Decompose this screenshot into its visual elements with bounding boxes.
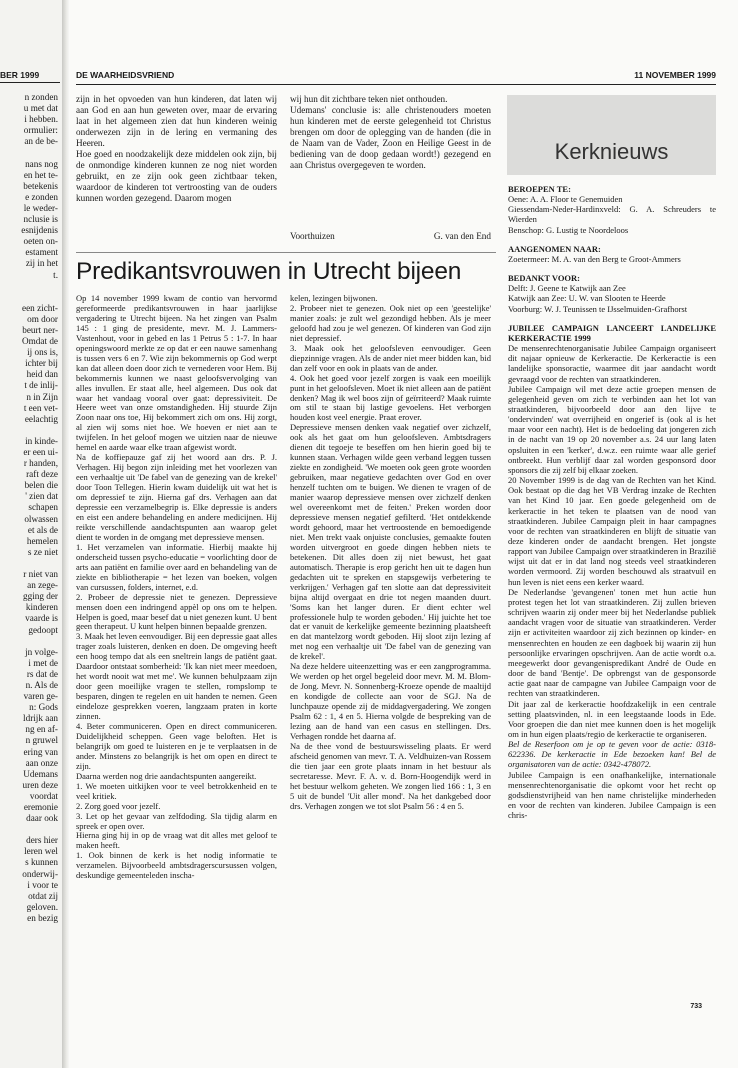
previous-page-line: n: Gods (29, 702, 58, 713)
paragraph: Jubilee Campaign is een onafhankelijke, internationale mensenrechtenorganisatie die opkomt voor het recht op godsdienstvrijheid van hen name christelijke minderheden en voor de rechten van kinderen. Jubilee Campaign is een chris- (508, 769, 716, 821)
article-paragraph: 2. Probeer niet te genezen. Ook niet op een 'geestelijke' manier zoals: je zult wel gezondigd hebben. Als je meer geloofd had zou je wel genezen. Of kinderen van God zijn niet depressief. (290, 302, 491, 343)
article-paragraph: Op 14 november 1999 kwam de contio van hervormd gereformeerde predikantsvrouwen in haar jaarlijkse vergadering te Utrecht bijeen. Na het zingen van Psalm 145 : 1 ging de presidente, mevr. M. J. Lammers-Vastenhout, voor in gebed en las 1 Petrus 5 : 1-7. In haar openingswoord merkte ze op dat er een nauwe samenhang is tussen vers 6 en 7. Wie zijn bekommernis op God werpt kan dat alleen doen door zich te vernederen voor Hem. Bij bekommernis kunnen we naast geloofsvervolging van alles invullen. Er staat alle, heel algemeen. Dus ook dat waar het vandaag vooral over gaat: depressiviteit. De Heere weet van onze omstandigheden. Hij stuurde Zijn Zoon naar ons toe, Hij bekommert zich om ons. Hij zorgt, al zien wij soms niet hoe. We hoeven er niet aan te twijfelen. In het geloof mogen we uitzien naar de nieuwe hemel en aarde waar elke traan afgewist wordt. (76, 293, 277, 453)
previous-page-line: zij in het (25, 258, 58, 269)
previous-page-line: le weder- (23, 202, 58, 213)
article-paragraph: 2. Probeer de depressie niet te genezen. Depressieve mensen doen een indringend appèl op ons om te helpen. Helpen is goed, maar besef dat u niet genezen kunt. U bent geen therapeut. U kunt helpen binnen bepaalde grenzen. (76, 591, 277, 632)
previous-page-line: beurt ner- (22, 324, 58, 335)
previous-page-line: leren wel (24, 846, 58, 857)
previous-page-line: om door (27, 313, 58, 324)
previous-page-line: hemelen (26, 535, 58, 546)
previous-page-line: nclusie is (23, 214, 58, 225)
previous-page-line: jn volge- (25, 646, 58, 657)
article-title: Predikantsvrouwen in Utrecht bijeen (76, 258, 462, 285)
previous-page-line: estament (25, 247, 58, 258)
paragraph: De Nederlandse 'gevangenen' tonen met hun actie hun protest tegen het lot van straatkinderen. Zij zullen brieven schrijven waarin zij onder meer bij het Nederlandse publiek aandacht vragen voor de situatie van straatkinderen. Verder zijn er activiteiten waardoor zij zich bezinnen op kinder- en mensenrechten en houden ze een dagboek bij waarin zij hun persoonlijke ervaringen opschrijven. Aan de actie wordt o.a. meegewerkt door gevangenispredikant André de Oude en door de band 'Bentje'. De opbrengst van de gesponsorde actie gaat naar de campagne van Jubilee Campaign voor de rechten van straatkinderen. (508, 586, 716, 699)
article-paragraph: Depressieve mensen denken vaak negatief over zichzelf, ook als het gaat om hun geloofsleven. Ambtsdragers dienen dit tegoeje te beseffen om hen hierin goed bij te kunnen staan. Verhagen wilde geen verband leggen tussen ziekte en zondigheid. 'We moeten ook geen grote woorden gebruiken, maar negatieve gedachten over God en over henzelf tuchten om te buigen. We dienen te vragen of de manier waarop depressieve mensen over zichzelf denken wel overeenkomt met de feiten.' Preken worden door depressieve mensen negatief gefilterd. 'Het ontdekkende wordt gehoord, maar het vertroostende en bemoedigende niet. Men trekt vaak onjuiste conclusies, gemaakte fouten worden uitvergroot en goede dingen hebben niets te betekenen. Dit alles doen zij niet bewust, het gaat automatisch. Therapie is erop gericht hen uit te dagen hun gedachten uit te spreken en stapsgewijs verbetering te verkrijgen.' Verhagen gaf ten slotte aan dat depressiviteit bijna altijd overgaat en drie tot negen maanden duurt. 'Soms kan het langer duren. Er dient echter wel professionele hulp te worden geboden.' Hij juichte het toe dat er vanuit de kerkelijke gemeente bezinning plaatsheeft en dat mantelzorg wordt geboden. Hij sloot zijn lezing af met nog een verhaaltje uit 'De fabel van de genezing van de krekel'. (290, 422, 491, 662)
signature-author: G. van den End (433, 231, 491, 241)
previous-page-text (0, 92, 58, 924)
previous-page-line (0, 824, 58, 835)
article-paragraph: Na deze heldere uiteenzetting was er een zangprogramma. We werden op het orgel begeleid door mevr. M. M. Blom-de Jong. Mevr. N. Sonnenberg-Kroeze opende de maaltijd en kondigde de collecte aan voor de SGJ. Na de lunchpauze opende zij de middagvergadering. We zongen Psalm 62 : 1, 4 en 5. Hierna volgde de bespreking van de lezing aan de hand van een casus en stellingen. Drs. Verhagen rondde het daarna af. (290, 661, 491, 741)
previous-page-line: varen ge- (23, 691, 58, 702)
article-paragraph: 3. Maak ook het geloofsleven eenvoudiger. Geen diepzinnige vragen. Als de ander niet meer bidden kan, bid dan zelf voor en ook in plaats van de ander. (290, 342, 491, 373)
signature-place: Voorthuizen (290, 231, 335, 241)
previous-page-line: ij ons is, (27, 347, 58, 358)
paragraph: 20 November 1999 is de dag van de Rechten van het Kind. Ook bestaat op die dag het VB Verdrag inzake de Rechten van het Kind 10 jaar. Een goede gelegenheid om de kerkeractie in het teken te plaatsen van de nood van straatkinderen. Jubilee Campaign pleit in haar campagnes voor de rechten van straatkinderen en blijft de situatie van deze kinderen onder de aandacht brengen. Het jongste rapport van Jubilee Campaign over straatkinderen in Brazilië wijst uit dat er in dat land nog steeds veel straatkinderen worden vermoord. Zij worden beschouwd als straatvuil en hun leven is niet eens een kerker waard. (508, 475, 716, 587)
previous-page-line: u met dat (23, 103, 58, 114)
previous-page-line: en het te- (23, 169, 58, 180)
previous-page-line: r niet van (23, 569, 58, 580)
previous-page-line: vaarde is (25, 613, 58, 624)
publication-name: DE WAARHEIDSVRIEND (76, 70, 175, 80)
list-item: Delft: J. Geene te Katwijk aan Zee (508, 283, 626, 294)
previous-page-line (0, 425, 58, 436)
list-item: Giessendam-Neder-Hardinxveld: G. A. Schreuders te Wierden (508, 204, 716, 225)
previous-page-line: oeten on- (23, 236, 58, 247)
previous-page-line: er een ui- (23, 447, 58, 457)
previous-page-line: an zege- (27, 580, 58, 591)
previous-page-line: n zonden (24, 92, 58, 102)
list-item: Benschop: G. Lustig te Noordeloos (508, 224, 629, 235)
previous-page-line: gging der (23, 591, 58, 602)
previous-page-line: kinderen (25, 602, 58, 613)
article-paragraph: Na de koffiepauze gaf zij het woord aan drs. P. J. Verhagen. Hij begon zijn inleiding met het voorlezen van een verhaaltje uit 'De fabel van de genezing van de krekel' door Toon Tellegen. Hierin kwam duidelijk uit wat het is om depressief te zijn. Hierna gaf drs. Verhagen aan dat depressie een verzamelbegrip is. Elke depressie is anders en eist een andere behandeling en andere medicijnen. Hij reikte verschillende aandachtspunten aan waarop gelet dient te worden in de omgang met depressieve mensen. (76, 452, 277, 542)
article-paragraph: 1. Ook binnen de kerk is het nodig informatie te verzamelen. Bijvoorbeeld ambtsdragerscursussen volgen, deskundige gemeenteleden inscha- (76, 850, 277, 881)
previous-page-line (0, 558, 58, 569)
previous-page-line: ldrijk aan (23, 713, 58, 724)
previous-page-line: gedoopt (28, 624, 58, 635)
publication-date: 11 NOVEMBER 1999 (634, 70, 716, 80)
previous-page-line: in kinde- (25, 435, 58, 446)
previous-page-line: ' zien dat (25, 491, 58, 502)
previous-page-line: voordat (29, 790, 58, 801)
previous-page-line: r handen, (23, 458, 58, 469)
paragraph: zijn in het opvoeden van hun kinderen, dat laten wij aan God en aan hun geweten over, maar de ervaring laat in het algemeen zien dat hun kinderen weinig onderwezen zijn in de lering en vermaning des Heeren. (76, 94, 277, 148)
previous-page-header-text: BER 1999 (0, 70, 40, 80)
previous-page-line: n gruwel (25, 735, 58, 746)
article-paragraph: 3. Let op het gevaar van zelfdoding. Sla tijdig alarm en spreek er open over. (76, 810, 277, 831)
article-paragraph: Hierna ging hij in op de vraag wat dit alles met geloof te maken heeft. (76, 830, 277, 851)
kerknieuws-title: Kerknieuws (554, 139, 669, 164)
previous-page-line: aan onze (25, 757, 58, 768)
previous-page-line: i voor te (27, 879, 58, 890)
previous-page-line (0, 147, 58, 158)
previous-page-line: n. Als de (25, 679, 58, 690)
previous-page-line: rs dat de (26, 668, 58, 679)
beroepen-heading: BEROEPEN TE: (508, 184, 571, 194)
previous-article-column-1 (76, 94, 277, 204)
paragraph: De mensenrechtenorganisatie Jubilee Campaign organiseert dit najaar opnieuw de Kerkeractie. De Kerkeractie is een landelijke sponsoractie, waarmee dit jaar aandacht wordt gevraagd voor de rechten van straatkinderen. (508, 343, 716, 384)
page-header (76, 70, 716, 85)
previous-page-line: n in Zijn (26, 391, 58, 402)
paragraph: Udemans' conclusie is: alle christenouders moeten hun kinderen met de eerste gelegenheid tot Christus brengen om door de oplegging van de handen (die in de Naam van de Vader, Zoon en Heilige Geest in de bediening van de doop gedaan wordt!) gezegend en aan Christus overgegeven te worden. (290, 104, 491, 170)
article-column-1 (76, 294, 277, 881)
article-paragraph: 1. Het verzamelen van informatie. Hierbij maakte hij onderscheid tussen psycho-educatie = voorlichting door de arts aan patiënt en familie over aard en behandeling van de ziekte en bibliotherapie = het lezen van boeken, volgen van cursussen, folders, internet, e.d. (76, 541, 277, 592)
kerknieuws-banner (507, 95, 716, 175)
previous-page-line: eremonie (23, 802, 58, 812)
previous-page-line (0, 636, 58, 647)
previous-page-line: daar ook (26, 813, 58, 824)
previous-page-line: nans nog (25, 158, 58, 169)
previous-page-line: t een vet- (23, 402, 58, 413)
paragraph: Jubilee Campaign wil met deze actie groepen mensen de gelegenheid geven om zich te verbinden aan het lot van straatkinderen, bijvoorbeeld door aan den lijve te 'ondervinden' wat overrijheid en ongerief is (ook al is het maar voor een nacht). Het is de bedoeling dat jongeren zich in de nacht van 19 op 20 november a.s. 24 uur lang laten opsluiten in een 'kerker', d.w.z. een ruimte waar alle gerief ontbreekt. Hun verblijf daar zal worden gesponsord door sponsors die zij zelf bij elkaar zoeken. (508, 383, 716, 475)
previous-page-line: e zonden (25, 191, 58, 202)
previous-page-line: eelachtig (24, 413, 58, 424)
previous-page-line: i met de (28, 657, 58, 668)
list-item: Katwijk aan Zee: U. W. van Slooten te Heerde (508, 293, 666, 304)
previous-page-line: esnijdenis (21, 225, 58, 236)
article-paragraph: 4. Ook het goed voor jezelf zorgen is vaak een moeilijk punt in het geloofsleven. Moet ik niet alleen aan de patiënt denken? Mag ik wel boos zijn of geïrriteerd? Maak ruimte om stil te staan bij lastige gevoelens. Het verborgen houden kost veel energie. Praat erover. (290, 372, 491, 423)
previous-page-line: an de be- (24, 136, 58, 147)
previous-page-line: s ze niet (27, 546, 58, 557)
paragraph: Hoe goed en noodzakelijk deze middelen ook zijn, bij de onmondige kinderen kunnen ze nog niet worden gebruikt, en ze zijn ook geen zichtbaar teken, waardoor de kinderen tot vertroosting van de ouders kunnen worden gezegend. Daarom mogen (76, 148, 277, 203)
kerknieuws-column (508, 184, 716, 820)
bedankt-heading: BEDANKT VOOR: (508, 273, 581, 284)
article-divider (76, 252, 496, 253)
article-paragraph: 4. Beter communiceren. Open en direct communiceren. Duidelijkheid scheppen. Geen vage beloften. Het is belangrijk om goed te luisteren en je te verplaatsen in de ander. Minstens zo belangrijk is het om open en direct te zijn. (76, 720, 277, 771)
previous-page-line: ering van (23, 746, 58, 757)
previous-page-line: betekenis (23, 180, 58, 191)
previous-page-line: heid dan (26, 369, 58, 380)
previous-page-line: ng en af- (25, 724, 58, 735)
previous-page-line: een zicht- (22, 302, 58, 313)
previous-page-line: t. (53, 269, 58, 280)
article-paragraph: Daarna werden nog drie aandachtspunten aangereikt. (76, 770, 257, 781)
previous-page-line: en bezig (27, 912, 58, 923)
article-paragraph: kelen, lezingen bijwonen. (290, 293, 378, 303)
article-paragraph: 2. Zorg goed voor jezelf. (76, 800, 161, 811)
article-signature (290, 231, 491, 241)
article-paragraph: 1. We moeten uitkijken voor te veel betrokkenheid en te veel kritiek. (76, 780, 277, 801)
page-number: 733 (690, 1003, 702, 1010)
previous-page-header (0, 70, 60, 83)
previous-page-line: ders hier (26, 835, 58, 846)
previous-page-line: belen die (24, 480, 58, 491)
previous-page-line: s kunnen (25, 857, 58, 868)
previous-page-line: Udemans (23, 768, 58, 779)
previous-page-line: schapen (28, 502, 58, 513)
list-item: Zoetermeer: M. A. van den Berg te Groot-Ammers (508, 253, 681, 264)
previous-page-line: otdat zij (28, 890, 58, 901)
list-item: Oene: A. A. Floor te Genemuiden (508, 194, 623, 205)
previous-page-line: t de inlij- (24, 380, 58, 391)
jubilee-heading: JUBILEE CAMPAIGN LANCEERT LANDELIJKE KERKERACTIE 1999 (508, 322, 716, 343)
aangenomen-heading: AANGENOMEN NAAR: (508, 243, 601, 254)
previous-page-line (0, 281, 58, 292)
previous-page-line: i hebben. (24, 114, 58, 125)
paragraph: Dit jaar zal de kerkeractie hoofdzakelijk in een centrale setting plaatsvinden, nl. in een leegstaande loods in Ede. Voor groepen die dan niet mee kunnen doen is het mogelijk om in hun eigen plaats/regio de kerkeractie te organiseren. (508, 698, 716, 739)
previous-page-line: olwassen (24, 513, 58, 524)
article-paragraph: 3. Maak het leven eenvoudiger. Bij een depressie gaat alles trager zoals luisteren, denken en doen. De omgeving heeft een hoog tempo dat als een sneltrein langs de patiënt gaat. Daardoor ontstaat somberheid: 'Ik kan niet meer meedoen, het wordt nooit wat met me'. We kunnen behulpzaam zijn door geen moeilijke vragen te stellen, rompslomp te besparen, dingen te regelen en uit handen te nemen. Geen eindeloze gesprekken voeren, langzaam praten in korte zinnen. (76, 631, 277, 722)
newspaper-page (76, 0, 724, 1068)
previous-page-line: Omdat de (22, 336, 58, 347)
previous-page-line: geloven. (26, 901, 58, 912)
previous-page-line: onderwij- (22, 868, 58, 879)
previous-page-line (0, 292, 58, 303)
previous-article-column-2 (290, 94, 491, 171)
previous-page-line: ormulier: (23, 125, 58, 136)
paragraph: Bel de Reserfoon om je op te geven voor de actie: 0318-622336. De kerkeractie in Ede bezoeken kan! Bel de organisatoren van de actie: 0342-478072. (508, 739, 716, 770)
previous-page-line: et als de (27, 524, 58, 535)
list-item: Voorburg: W. J. Teunissen te IJsselmuiden-Grafhorst (508, 303, 688, 314)
previous-page-edge (0, 0, 62, 1068)
previous-page-line: raft deze (26, 469, 58, 480)
article-paragraph: Na de thee vond de bestuurswisseling plaats. Er werd afscheid genomen van mevr. T. A. Veldhuizen-van Rossem die tien jaar een grote plaats innam in het bestuur als secretaresse. Mevr. F. A. v. d. Born-Hoogendijk werd in het bestuur welkom geheten. We zongen lied 166 : 1, 3 en 5 uit de bundel 'Uit aller mond'. Na het dankgebed door drs. Verhagen zongen we tot slot Psalm 56 : 4 en 5. (290, 740, 491, 811)
paragraph: wij hun dit zichtbare teken niet onthouden. (290, 94, 448, 104)
previous-page-line: uren deze (22, 779, 58, 790)
previous-page-line: ichter bij (25, 358, 58, 369)
article-column-2 (290, 294, 491, 812)
page-gutter (62, 0, 69, 1068)
